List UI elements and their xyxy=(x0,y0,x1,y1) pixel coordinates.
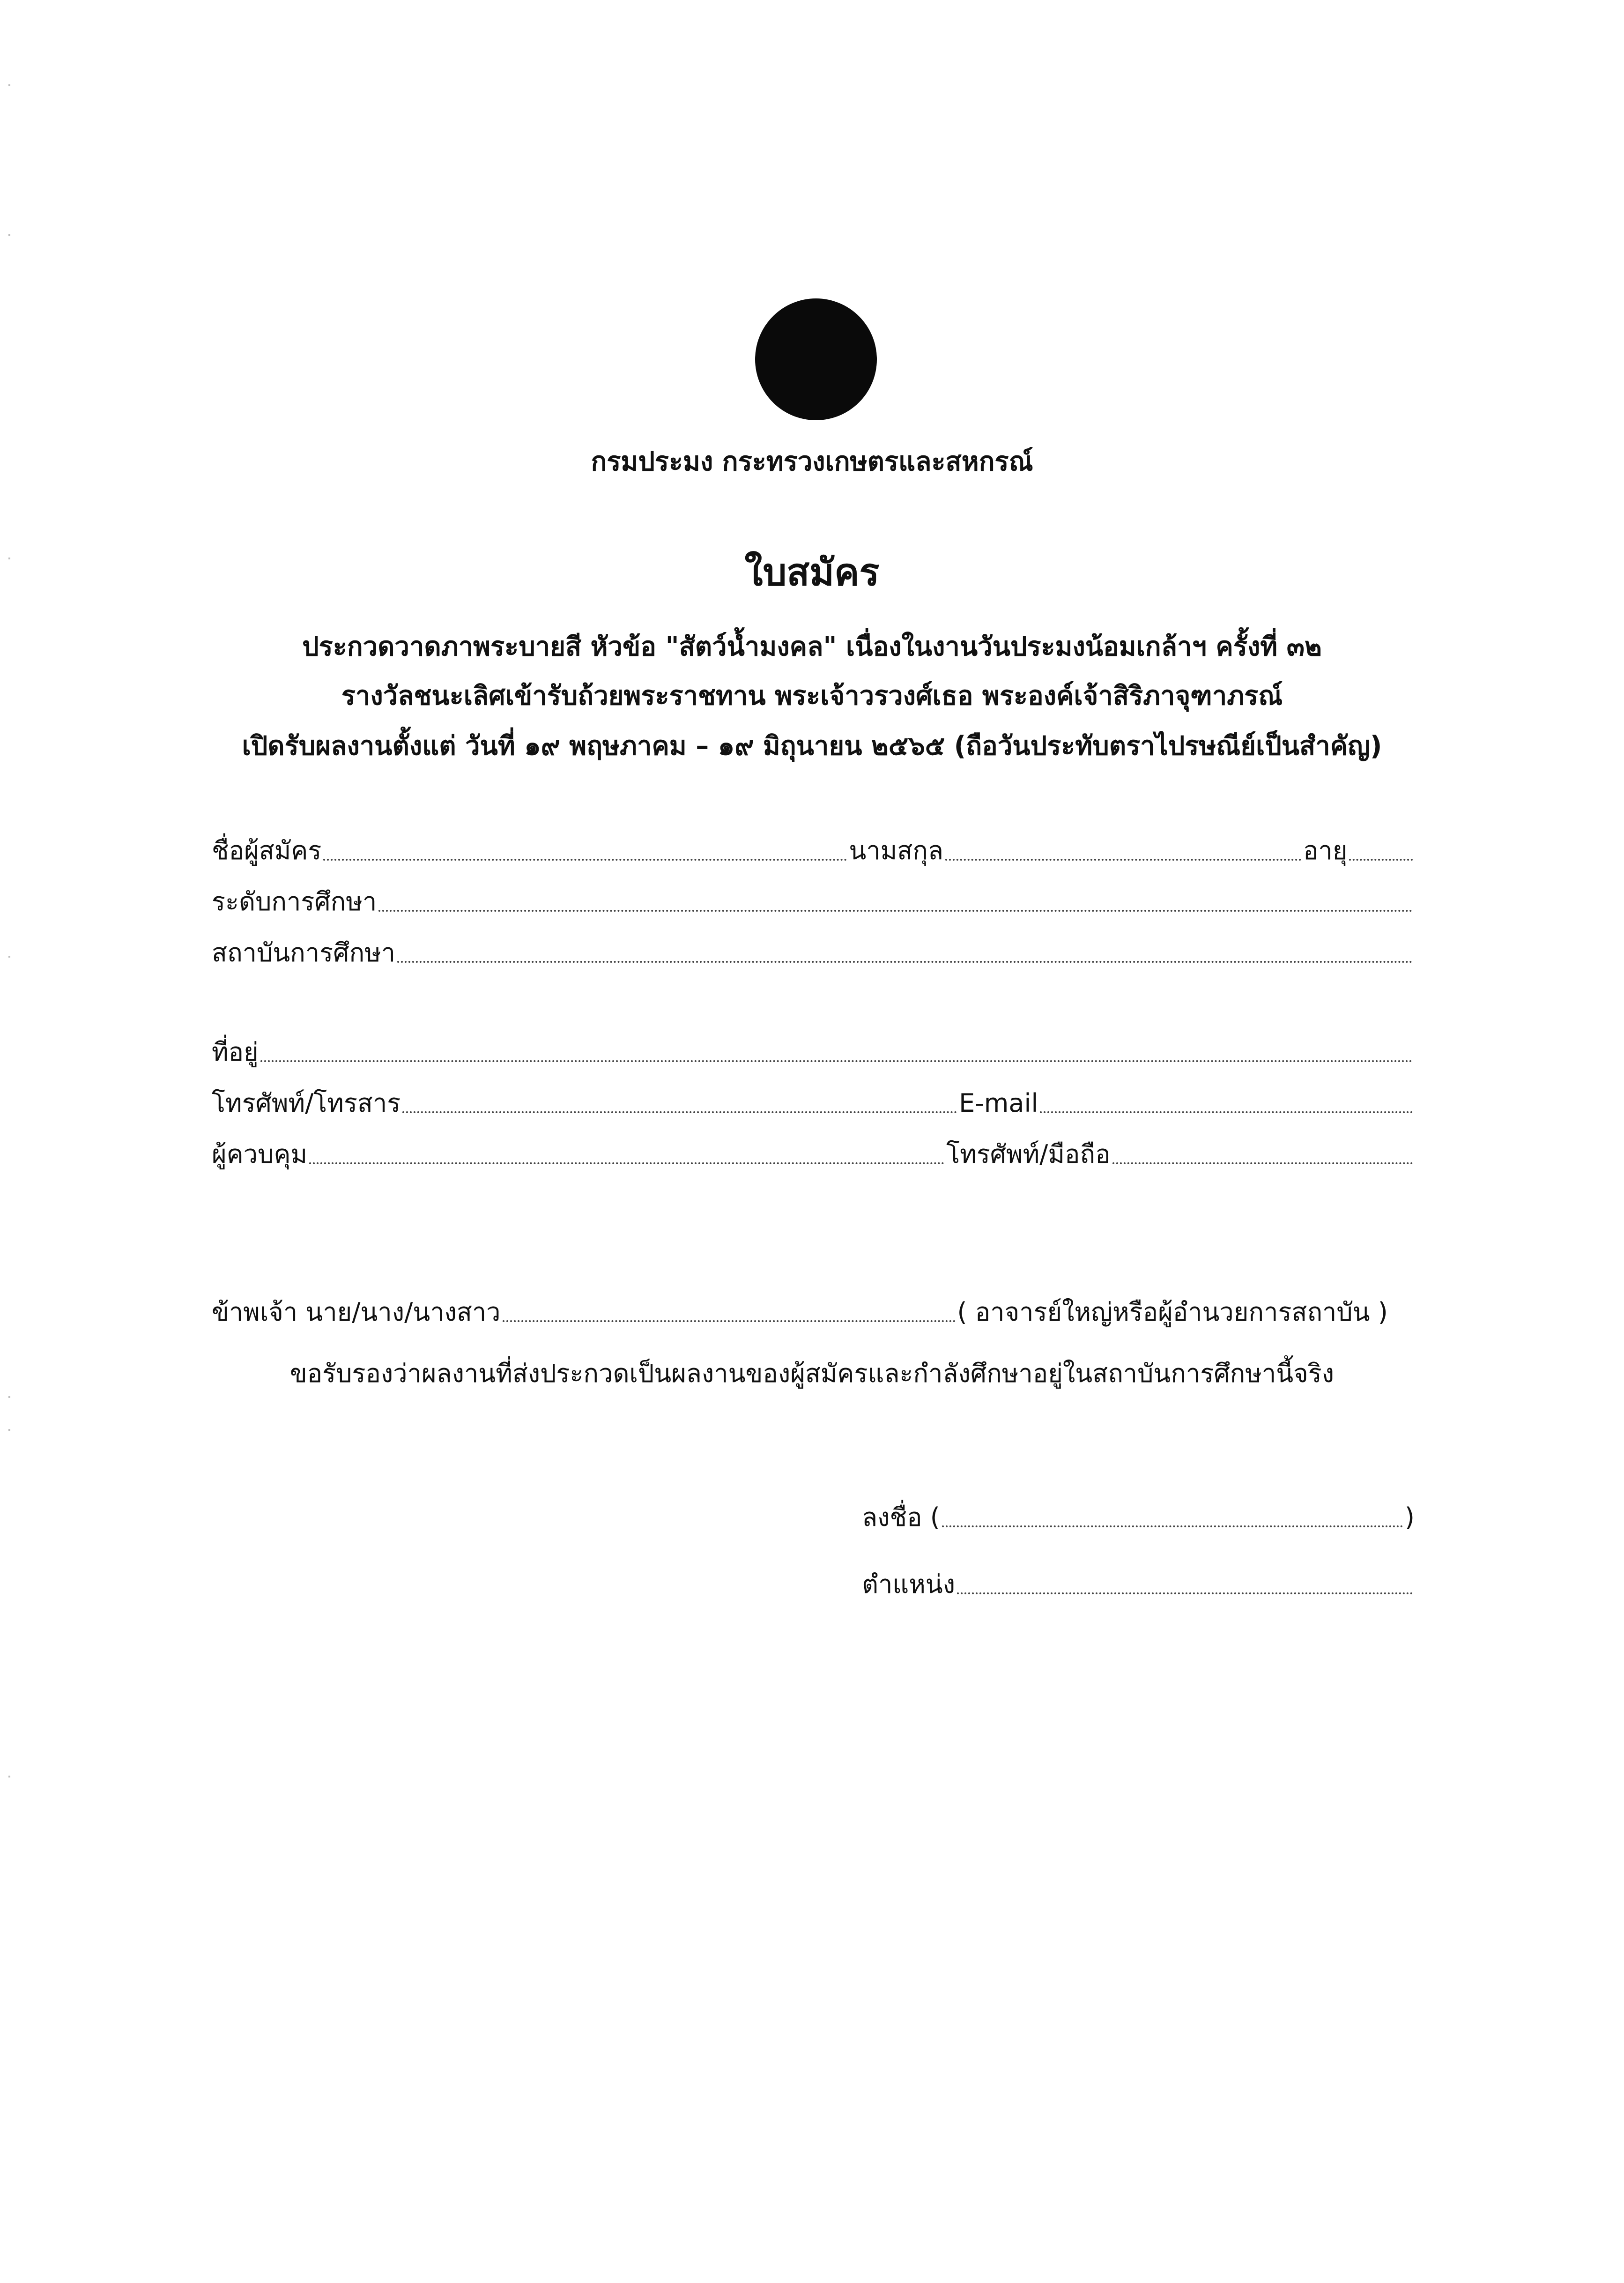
signature-close-paren: ) xyxy=(1404,1502,1415,1532)
applicant-name-label: ชื่อผู้สมัคร xyxy=(212,836,322,865)
supervisor-label: ผู้ควบคุม xyxy=(212,1139,308,1169)
scan-artifact xyxy=(8,84,10,86)
age-label: อายุ xyxy=(1303,836,1348,865)
scan-artifact xyxy=(8,1776,10,1777)
scan-artifact xyxy=(8,956,10,958)
address-label: ที่อยู่ xyxy=(212,1037,259,1067)
certifier-name-field[interactable] xyxy=(503,1320,956,1322)
contest-subtitle-line-2: รางวัลชนะเลิศเข้ารับถ้วยพระราชทาน พระเจ้าวรวงศ์เธอ พระองค์เจ้าสิริภาจุฑาภรณ์ xyxy=(341,681,1283,711)
position-label: ตำแหน่ง xyxy=(862,1569,956,1599)
institution-field[interactable] xyxy=(397,960,1413,963)
address-field[interactable] xyxy=(260,1060,1413,1062)
supervisor-field[interactable] xyxy=(309,1162,944,1164)
phone-email-row xyxy=(212,1080,1415,1118)
scan-artifact xyxy=(8,1429,10,1431)
certifier-role-note: ( อาจารย์ใหญ่หรือผู้อำนวยการสถาบัน ) xyxy=(957,1297,1388,1327)
education-level-row xyxy=(212,879,1415,916)
scan-artifact xyxy=(8,1396,10,1398)
department-emblem xyxy=(755,298,877,420)
applicant-name-row xyxy=(212,828,1415,865)
mobile-label: โทรศัพท์/มือถือ xyxy=(946,1139,1111,1169)
mobile-field[interactable] xyxy=(1112,1162,1413,1164)
education-level-label: ระดับการศึกษา xyxy=(212,887,377,916)
age-field[interactable] xyxy=(1349,858,1413,861)
education-level-field[interactable] xyxy=(378,909,1413,912)
certifier-prefix-label: ข้าพเจ้า นาย/นาง/นางสาว xyxy=(212,1297,501,1327)
institution-row xyxy=(212,930,1415,967)
position-row xyxy=(862,1562,1415,1599)
applicant-name-field[interactable] xyxy=(323,858,847,861)
signature-field[interactable] xyxy=(942,1525,1403,1527)
certification-statement: ขอรับรองว่าผลงานที่ส่งประกวดเป็นผลงานของผู้สมัครและกำลังศึกษาอยู่ในสถาบันการศึกษานี้จริง xyxy=(289,1359,1335,1388)
institution-label: สถาบันการศึกษา xyxy=(212,938,396,967)
phone-fax-label: โทรศัพท์/โทรสาร xyxy=(212,1088,401,1118)
form-title: ใบสมัคร xyxy=(744,550,880,594)
agency-name: กรมประมง กระทรวงเกษตรและสหกรณ์ xyxy=(591,446,1033,477)
scan-artifact xyxy=(8,234,10,236)
signature-row xyxy=(862,1495,1415,1532)
position-field[interactable] xyxy=(957,1592,1413,1594)
signature-label: ลงชื่อ ( xyxy=(862,1502,940,1532)
contest-subtitle-line-1: ประกวดวาดภาพระบายสี หัวข้อ "สัตว์น้ำมงคล" เนื่องในงานวันประมงน้อมเกล้าฯ ครั้งที่ ๓๒ xyxy=(302,632,1322,662)
email-label: E-mail xyxy=(959,1088,1038,1118)
contest-subtitle-line-3: เปิดรับผลงานตั้งแต่ วันที่ ๑๙ พฤษภาคม – ๑๙ มิถุนายน ๒๕๖๕ (ถือวันประทับตราไปรษณีย์เป็นสำคัญ) xyxy=(242,731,1382,761)
address-row xyxy=(212,1029,1415,1067)
surname-field[interactable] xyxy=(945,858,1301,861)
phone-fax-field[interactable] xyxy=(402,1111,957,1113)
email-field[interactable] xyxy=(1040,1111,1413,1113)
supervisor-row xyxy=(212,1131,1415,1169)
surname-label: นามสกุล xyxy=(849,836,943,865)
certifier-row xyxy=(212,1289,1415,1327)
